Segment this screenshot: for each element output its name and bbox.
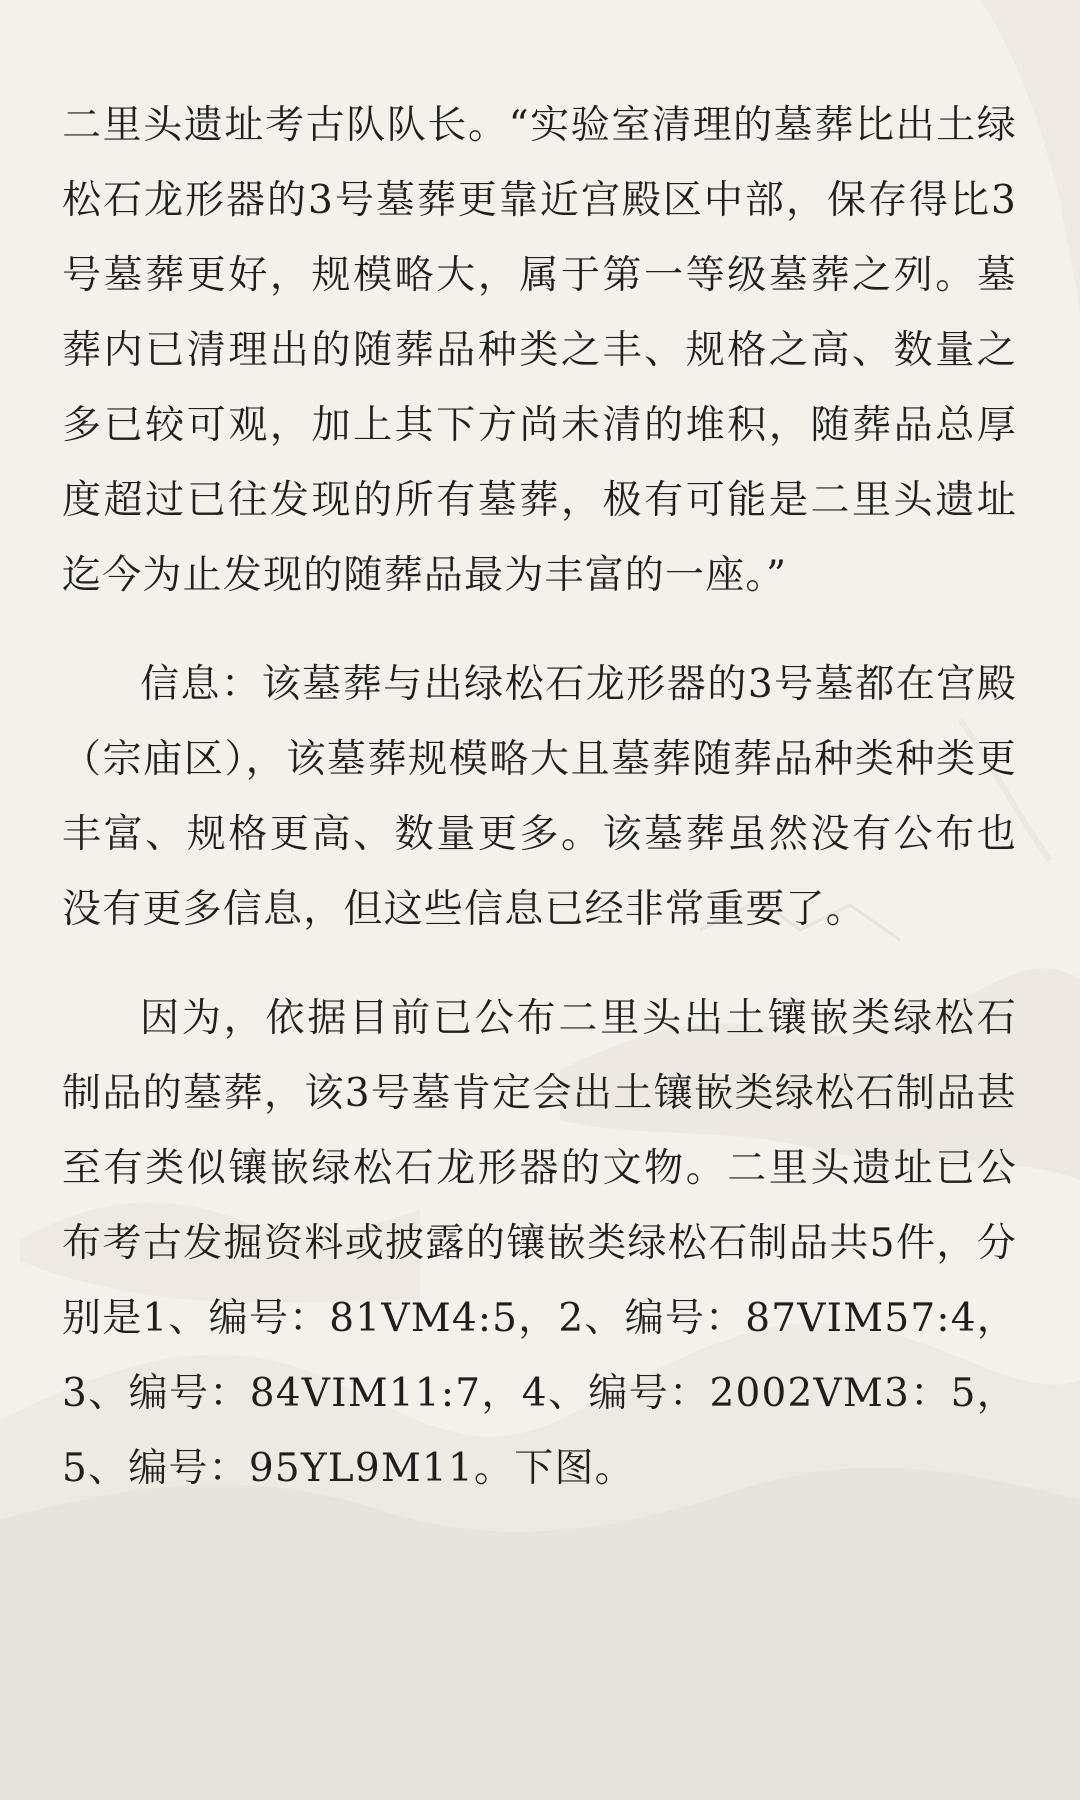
paragraph-1: 二里头遗址考古队队长。“实验室清理的墓葬比出土绿松石龙形器的3号墓葬更靠近宫殿区中部，保存得比3号墓葬更好，规模略大，属于第一等级墓葬之列。墓葬内已清理出的随葬品种类之丰、规格之高、数量之多已较可观，加上其下方尚未清的堆积，随葬品总厚度超过已往发现的所有墓葬，极有可能是二里头遗址迄今为止发现的随葬品最为丰富的一座。” xyxy=(62,103,1017,598)
article-body xyxy=(62,88,1017,1506)
paragraph-3: 因为，依据目前已公布二里头出土镶嵌类绿松石制品的墓葬，该3号墓肯定会出土镶嵌类绿松石制品甚至有类似镶嵌绿松石龙形器的文物。二里头遗址已公布考古发掘资料或披露的镶嵌类绿松石制品共5件，分别是1、编号：81ⅤM4:5，2、编号：87VIM57:4，3、编号：84VIM11:7，4、编号：2002VM3：5，5、编号：95YL9M11。下图。 xyxy=(62,996,1017,1491)
paragraph-2: 信息：该墓葬与出绿松石龙形器的3号墓都在宫殿（宗庙区），该墓葬规模略大且墓葬随葬品种类种类更丰富、规格更高、数量更多。该墓葬虽然没有公布也没有更多信息，但这些信息已经非常重要了。 xyxy=(62,662,1017,932)
